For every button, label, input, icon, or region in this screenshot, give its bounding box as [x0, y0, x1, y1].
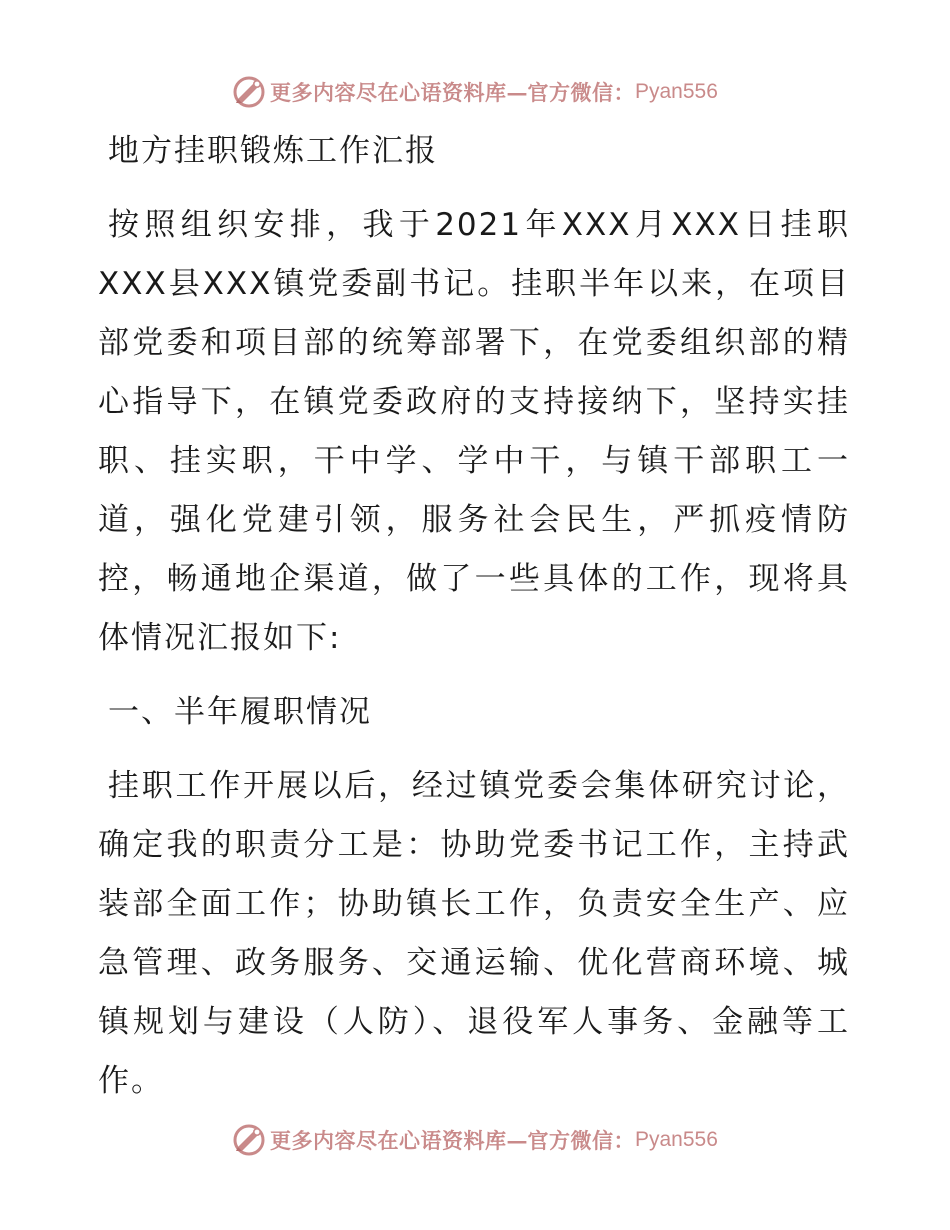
- document-body: [98, 122, 850, 1111]
- watermark-banner-bottom: [232, 1120, 718, 1160]
- paragraph-intro: 按照组织安排，我于2021年XXX月XXX日挂职XXX县XXX镇党委副书记。挂职半年以来，在项目部党委和项目部的统筹部署下，在党委组织部的精心指导下，在镇党委政府的支持接纳下，坚持实挂职、挂实职，干中学、学中干，与镇干部职工一道，强化党建引领，服务社会民生，严抓疫情防控，畅通地企渠道，做了一些具体的工作，现将具体情况汇报如下:: [98, 207, 850, 656]
- quill-logo-icon: [232, 1123, 266, 1157]
- watermark-separator: —: [506, 79, 528, 105]
- section-heading: 一、半年履职情况: [108, 694, 372, 730]
- document-title: 地方挂职锻炼工作汇报: [108, 133, 438, 169]
- watermark-separator: —: [506, 1127, 528, 1153]
- quill-logo-icon: [232, 75, 266, 109]
- watermark-text: 更多内容尽在心语资料库: [270, 80, 507, 105]
- watermark-official-label: 官方微信：: [527, 1128, 635, 1153]
- watermark-wechat-id: Pyan556: [635, 1128, 718, 1151]
- watermark-wechat-id: Pyan556: [635, 80, 718, 103]
- paragraph-duties: 挂职工作开展以后，经过镇党委会集体研究讨论，确定我的职责分工是：协助党委书记工作，主持武装部全面工作；协助镇长工作，负责安全生产、应急管理、政务服务、交通运输、优化营商环境、城镇规划与建设（人防）、退役军人事务、金融等工作。: [98, 768, 850, 1099]
- watermark-text: 更多内容尽在心语资料库: [270, 1128, 507, 1153]
- watermark-official-label: 官方微信：: [527, 80, 635, 105]
- watermark-banner-top: [232, 72, 718, 112]
